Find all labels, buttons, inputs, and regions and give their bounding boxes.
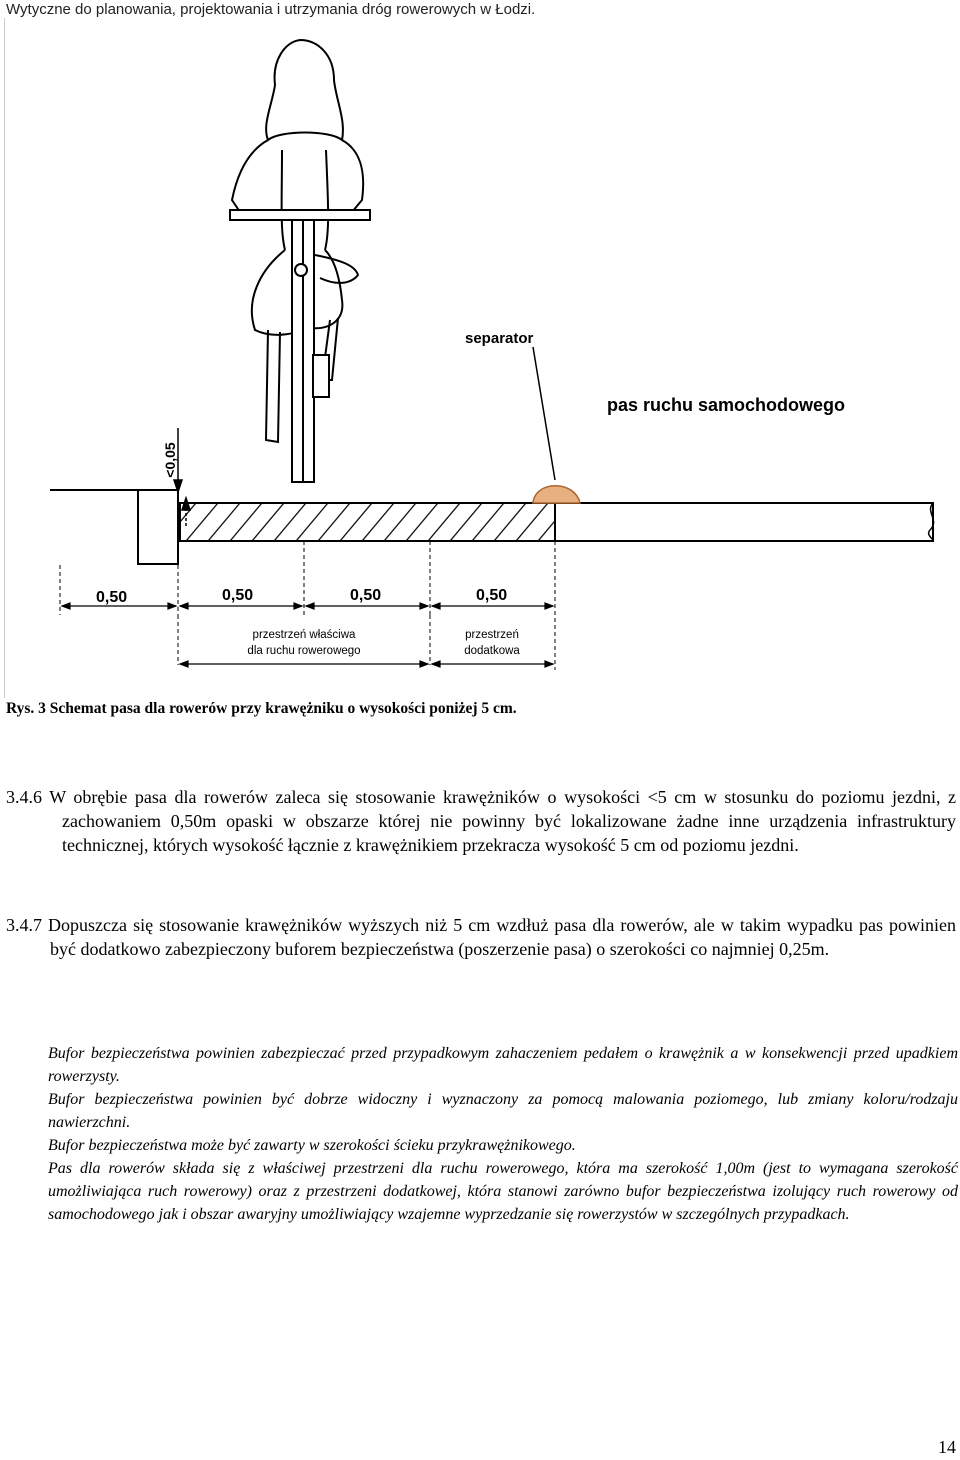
extra-space-label-2: dodatkowa <box>464 645 520 657</box>
dim-label-2: 0,50 <box>222 587 254 604</box>
extra-space-label-1: przestrzeń <box>465 629 519 641</box>
curb <box>138 490 178 564</box>
dim-label-1: 0,50 <box>96 589 128 606</box>
proper-space-label-2: dla ruchu rowerowego <box>247 645 361 657</box>
figure-caption: Rys. 3 Schemat pasa dla rowerów przy krawężniku o wysokości poniżej 5 cm. <box>6 700 517 717</box>
note-2: Bufor bezpieczeństwa powinien być dobrze widoczny i wyznaczony za pomocą malowania poziomego, lub zmiany koloru/rodzaju nawierzchni. <box>48 1091 958 1131</box>
dim-label-4: 0,50 <box>476 587 508 604</box>
page-number: 14 <box>938 1437 956 1457</box>
separator-label: separator <box>465 330 534 347</box>
separator-shape <box>533 486 580 503</box>
note-3: Bufor bezpieczeństwa może być zawarty w szerokości ścieku przykrawężnikowego. <box>48 1137 576 1154</box>
car-lane-label: pas ruchu samochodowego <box>607 395 846 415</box>
note-1: Bufor bezpieczeństwa powinien zabezpieczać przed przypadkowym zahaczeniem pedałem o krawężnik a w konsekwencji przed upadkiem rowerzysty. <box>48 1045 958 1085</box>
bike-lane-surface <box>180 503 555 541</box>
height-label: <0,05 <box>162 442 178 478</box>
proper-space-label-1: przestrzeń właściwa <box>252 629 356 641</box>
paragraph-3-4-7: 3.4.7 Dopuszcza się stosowanie krawężników wyższych niż 5 cm wzdłuż pasa dla rowerów, ale w takim wypadku pas powinien być dodatkowo zabezpieczony buforem bezpieczeństwa (poszerzenie pasa) o szerokości co najmniej 0,25m. <box>6 915 956 959</box>
cyclist-figure <box>230 40 370 482</box>
dim-label-3: 0,50 <box>350 587 382 604</box>
paragraph-3-4-6: 3.4.6 W obrębie pasa dla rowerów zaleca się stosowanie krawężników o wysokości <5 cm w stosunku do poziomu jezdni, z zachowaniem 0,50m opaski w obszarze której nie powinny być lokalizowane żadne inne urządzenia infrastruktury technicznej, których wysokość łącznie z krawężnikiem przekracza wysokość 5 cm od poziomu jezdni. <box>6 787 956 855</box>
bike-lane-diagram <box>0 18 960 688</box>
car-lane-surface <box>555 503 933 541</box>
italic-notes <box>48 1042 958 1226</box>
page-header: Wytyczne do planowania, projektowania i utrzymania dróg rowerowych w Łodzi. <box>6 1 536 18</box>
note-4: Pas dla rowerów składa się z właściwej przestrzeni dla ruchu rowerowego, która ma szerokość 1,00m (jest to wymagana szerokość umożliwiająca ruch rowerowy) oraz z przestrzeni dodatkowej, która stanowi zarówno bufor bezpieczeństwa izolujący ruch rowerowy od samochodowego jak i obszar awaryjny umożliwiający wzajemne wyprzedzanie się rowerzystów w szczególnych przypadkach. <box>48 1160 958 1223</box>
